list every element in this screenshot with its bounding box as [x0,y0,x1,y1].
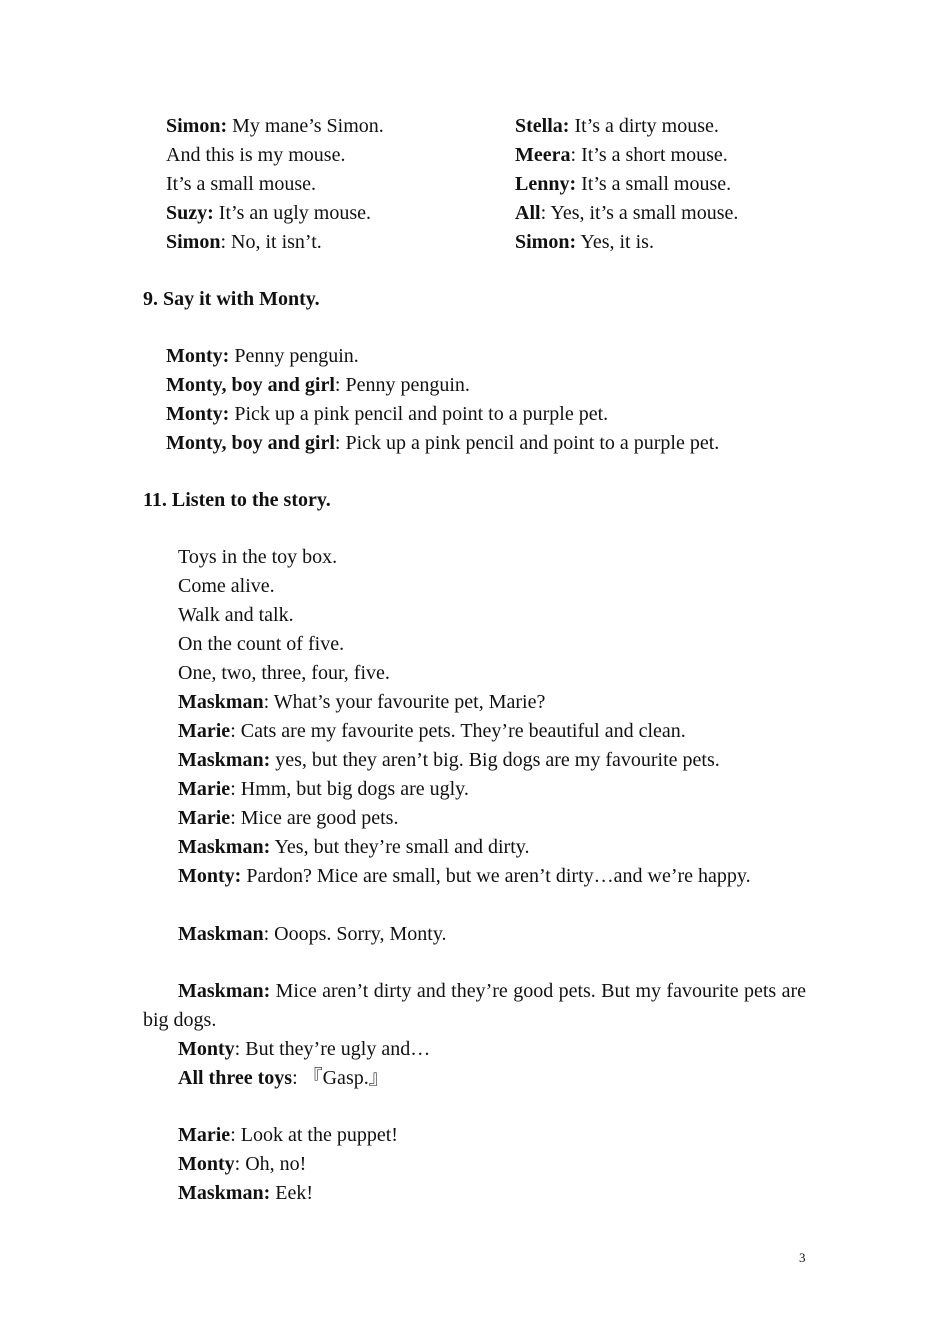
dialogue-text: : 『Gasp.』 [292,1067,389,1089]
dialogue-text: yes, but they aren’t big. Big dogs are my favourite pets. [270,749,720,771]
speaker: Meera [515,144,571,166]
speaker: Monty, boy and girl [166,432,335,454]
dialogue-line [166,342,359,371]
speaker: Maskman [178,923,264,945]
dialogue-text: It’s an ugly mouse. [213,202,372,224]
dialogue-text: : Look at the puppet! [230,1124,398,1146]
speaker: Stella: [515,115,570,137]
speaker: Monty [178,1038,235,1060]
chant-line: One, two, three, four, five. [178,662,390,684]
speaker: Monty [178,1153,235,1175]
dialogue-text: My mane’s Simon. [227,115,384,137]
dialogue-line [166,141,345,170]
dialogue-text: : Cats are my favourite pets. They’re beautiful and clean. [230,720,686,742]
speaker: Marie [178,778,231,800]
speaker: Lenny: [515,173,577,195]
dialogue-line [178,688,545,717]
dialogue-text: : Yes, it’s a small mouse. [540,202,739,224]
speaker: Monty: [178,865,242,887]
dialogue-line [166,371,470,400]
speaker: Maskman [178,691,264,713]
dialogue-line [166,199,371,228]
dialogue-line [515,199,738,228]
dialogue-line [178,920,447,949]
dialogue-text: : No, it isn’t. [220,231,322,253]
dialogue-line [515,170,731,199]
speaker: Simon: [515,231,577,253]
dialogue-line [166,228,322,257]
dialogue-paragraph [143,862,806,891]
dialogue-line [178,833,529,862]
dialogue-line [166,429,719,458]
dialogue-text: : Pick up a pink pencil and point to a purple pet. [334,432,720,454]
dialogue-text: : Mice are good pets. [230,807,399,829]
dialogue-line [178,717,686,746]
dialogue-text: : Hmm, but big dogs are ugly. [230,778,469,800]
dialogue-text: Penny penguin. [229,345,359,367]
dialogue-text: Mice aren’t dirty and they’re good pets. But my favourite pets are big dogs. [143,980,806,1031]
chant-line: On the count of five. [178,633,345,655]
speaker: Marie [178,1124,231,1146]
speaker: Maskman: [178,749,271,771]
dialogue-text: It’s a small mouse. [166,173,316,195]
page-number: 3 [799,1250,806,1265]
speaker: All three toys [178,1067,293,1089]
dialogue-text: Eek! [270,1182,313,1204]
dialogue-text: : Penny penguin. [334,374,470,396]
dialogue-line [178,1121,398,1150]
speaker: Simon: [166,115,228,137]
speaker: All [515,202,541,224]
dialogue-line [166,400,608,429]
dialogue-line [515,112,719,141]
dialogue-text: : It’s a short mouse. [570,144,728,166]
speaker: Simon [166,231,221,253]
dialogue-line [178,1179,313,1208]
dialogue-text: It’s a dirty mouse. [569,115,719,137]
speaker: Monty: [166,345,230,367]
dialogue-text: Yes, but they’re small and dirty. [270,836,530,858]
dialogue-line [178,1150,306,1179]
section-heading: 11. Listen to the story. [143,489,331,511]
dialogue-text: : But they’re ugly and… [234,1038,431,1060]
dialogue-text: : Ooops. Sorry, Monty. [263,923,447,945]
dialogue-line [166,112,384,141]
dialogue-line [515,141,728,170]
speaker: Monty: [166,403,230,425]
dialogue-line [178,1064,389,1093]
dialogue-text: Yes, it is. [576,231,654,253]
speaker: Monty, boy and girl [166,374,335,396]
dialogue-text: Pick up a pink pencil and point to a purple pet. [229,403,609,425]
dialogue-paragraph [143,977,806,1035]
section-heading: 9. Say it with Monty. [143,288,320,310]
dialogue-text: And this is my mouse. [166,144,346,166]
dialogue-line [515,228,654,257]
dialogue-line [178,775,469,804]
speaker: Maskman: [178,1182,271,1204]
speaker: Marie [178,807,231,829]
speaker: Maskman: [178,980,271,1002]
speaker: Maskman: [178,836,271,858]
speaker: Marie [178,720,231,742]
dialogue-text: : Oh, no! [234,1153,307,1175]
speaker: Suzy: [166,202,214,224]
dialogue-text: Pardon? Mice are small, but we aren’t dirty…and we’re happy. [241,865,751,887]
chant-line: Walk and talk. [178,604,294,626]
chant-line: Toys in the toy box. [178,546,338,568]
dialogue-line [178,1035,430,1064]
dialogue-text: It’s a small mouse. [576,173,732,195]
dialogue-text: : What’s your favourite pet, Marie? [263,691,546,713]
dialogue-line [178,804,398,833]
dialogue-line [166,170,316,199]
dialogue-line [178,746,720,775]
chant-line: Come alive. [178,575,275,597]
